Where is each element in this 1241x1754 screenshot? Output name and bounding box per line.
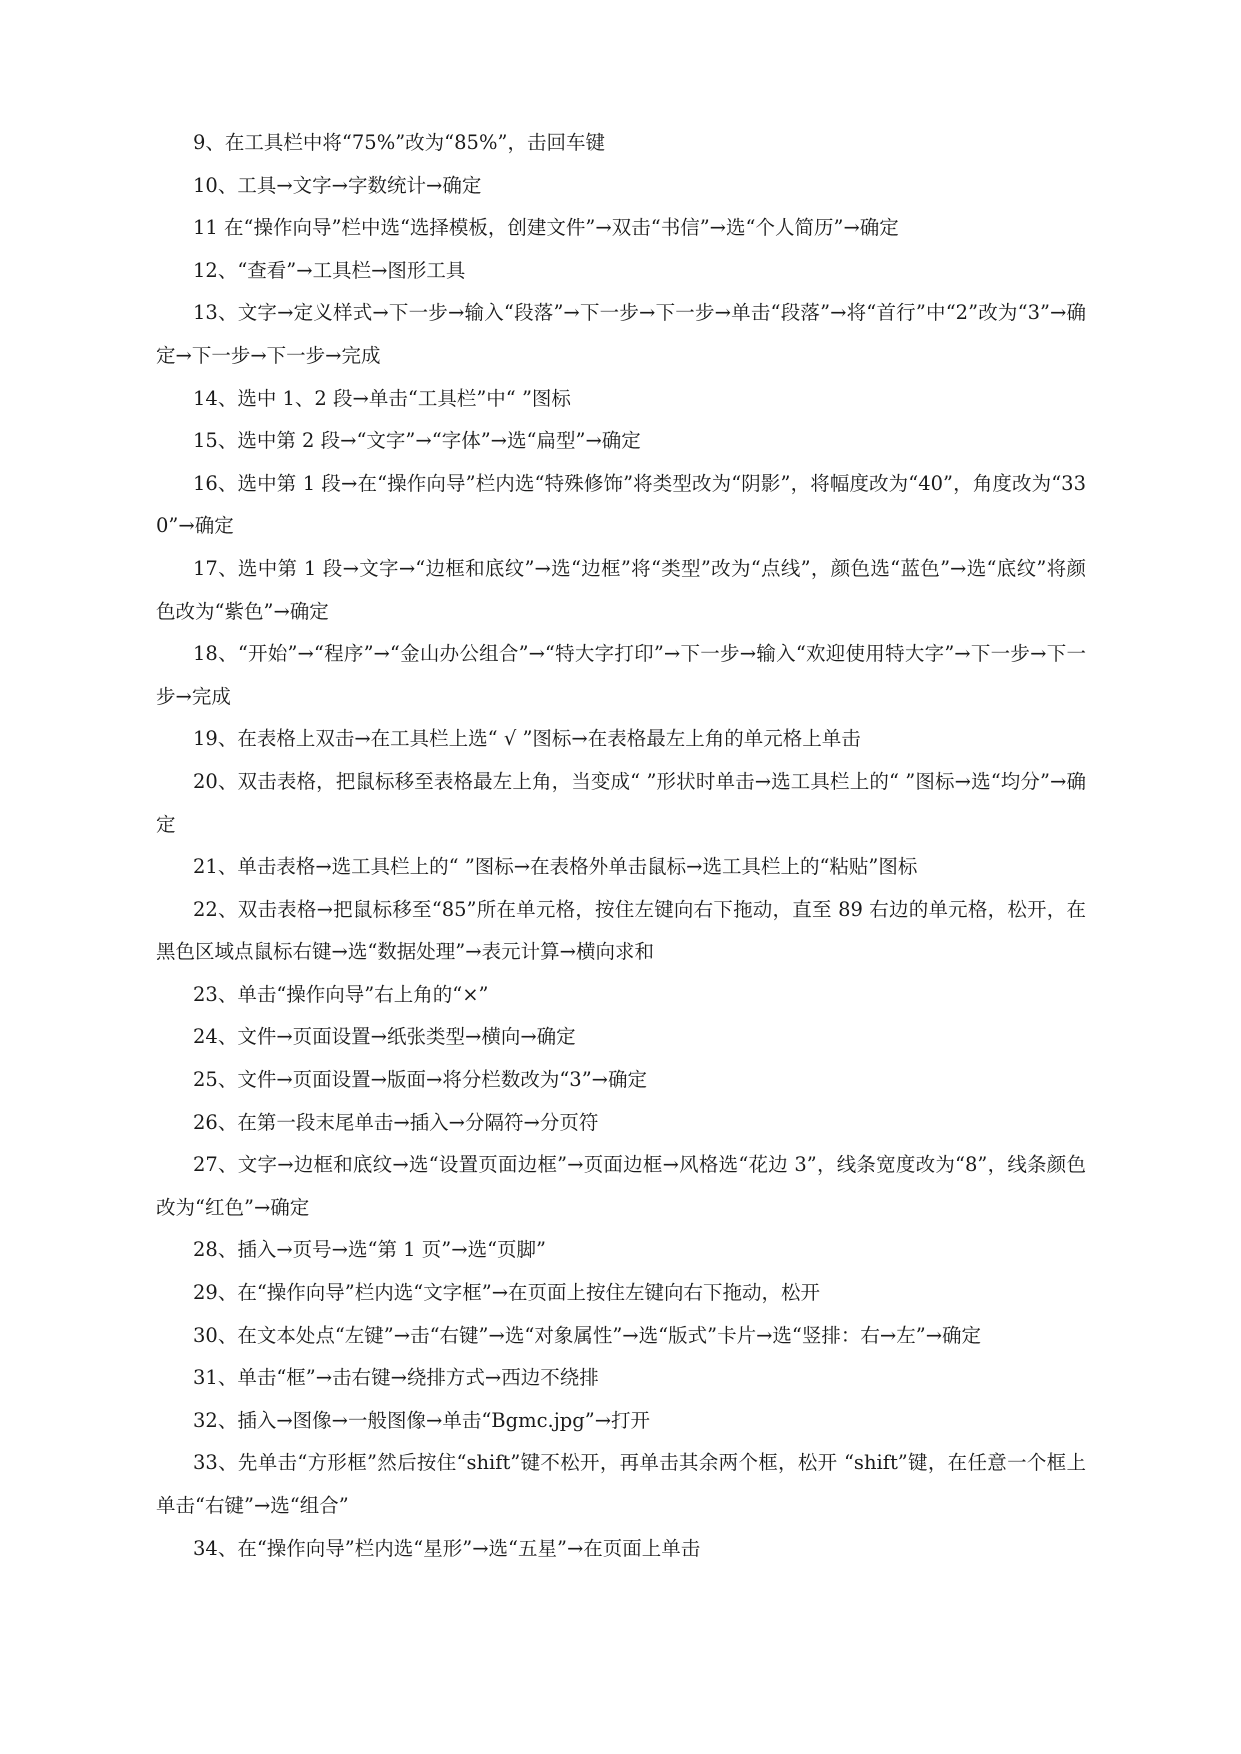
instruction-33: 33、先单击“方形框”然后按住“shift”键不松开，再单击其余两个框，松开 “shift”键，在任意一个框上单击“右键”→选“组合” [156,1451,1086,1517]
instruction-15: 15、选中第 2 段→“文字”→“字体”→选“扁型”→确定 [193,429,641,453]
instruction-17: 17、选中第 1 段→文字→“边框和底纹”→选“边框”将“类型”改为“点线”，颜色选“蓝色”→选“底纹”将颜色改为“紫色”→确定 [156,556,1086,623]
instruction-12: 12、“查看”→工具栏→图形工具 [193,258,466,282]
instruction-16: 16、选中第 1 段→在“操作向导”栏内选“特殊修饰”将类型改为“阴影”，将幅度改为“40”，角度改为“330”→确定 [156,471,1086,538]
instruction-10: 10、工具→文字→字数统计→确定 [193,173,482,197]
instruction-31: 31、单击“框”→击右键→绕排方式→西边不绕排 [193,1366,599,1390]
instruction-19: 19、在表格上双击→在工具栏上选“ √ ”图标→在表格最左上角的单元格上单击 [193,727,861,751]
instruction-list [156,122,1086,1570]
instruction-14: 14、选中 1、2 段→单击“工具栏”中“ ”图标 [193,386,571,410]
instruction-22: 22、双击表格→把鼠标移至“85”所在单元格，按住左键向右下拖动，直至 89 右边的单元格，松开，在黑色区域点鼠标右键→选“数据处理”→表元计算→横向求和 [156,897,1086,964]
instruction-13: 13、文字→定义样式→下一步→输入“段落”→下一步→下一步→单击“段落”→将“首行”中“2”改为“3”→确定→下一步→下一步→完成 [156,301,1086,367]
instruction-11: 11 在“操作向导”栏中选“选择模板，创建文件”→双击“书信”→选“个人简历”→确定 [193,216,899,240]
instruction-30: 30、在文本处点“左键”→击“右键”→选“对象属性”→选“版式”卡片→选“竖排：右→左”→确定 [193,1323,982,1347]
instruction-27: 27、文字→边框和底纹→选“设置页面边框”→页面边框→风格选“花边 3”，线条宽度改为“8”，线条颜色改为“红色”→确定 [156,1153,1086,1219]
instruction-9: 9、在工具栏中将“75%”改为“85%”，击回车键 [193,131,605,154]
instruction-28: 28、插入→页号→选“第 1 页”→选“页脚” [193,1238,547,1262]
instruction-21: 21、单击表格→选工具栏上的“ ”图标→在表格外单击鼠标→选工具栏上的“粘贴”图标 [193,855,918,879]
instruction-32: 32、插入→图像→一般图像→单击“Bgmc.jpg”→打开 [193,1408,651,1432]
instruction-23: 23、单击“操作向导”右上角的“×” [193,982,489,1006]
instruction-25: 25、文件→页面设置→版面→将分栏数改为“3”→确定 [193,1068,648,1092]
instruction-18: 18、“开始”→“程序”→“金山办公组合”→“特大字打印”→下一步→输入“欢迎使用特大字”→下一步→下一步→完成 [156,642,1086,708]
instruction-20: 20、双击表格，把鼠标移至表格最左上角，当变成“ ”形状时单击→选工具栏上的“ ”图标→选“均分”→确定 [156,769,1086,836]
instruction-24: 24、文件→页面设置→纸张类型→横向→确定 [193,1025,576,1049]
instruction-29: 29、在“操作向导”栏内选“文字框”→在页面上按住左键向右下拖动，松开 [193,1281,821,1305]
instruction-34: 34、在“操作向导”栏内选“星形”→选“五星”→在页面上单击 [193,1536,701,1560]
instruction-26: 26、在第一段末尾单击→插入→分隔符→分页符 [193,1110,599,1134]
